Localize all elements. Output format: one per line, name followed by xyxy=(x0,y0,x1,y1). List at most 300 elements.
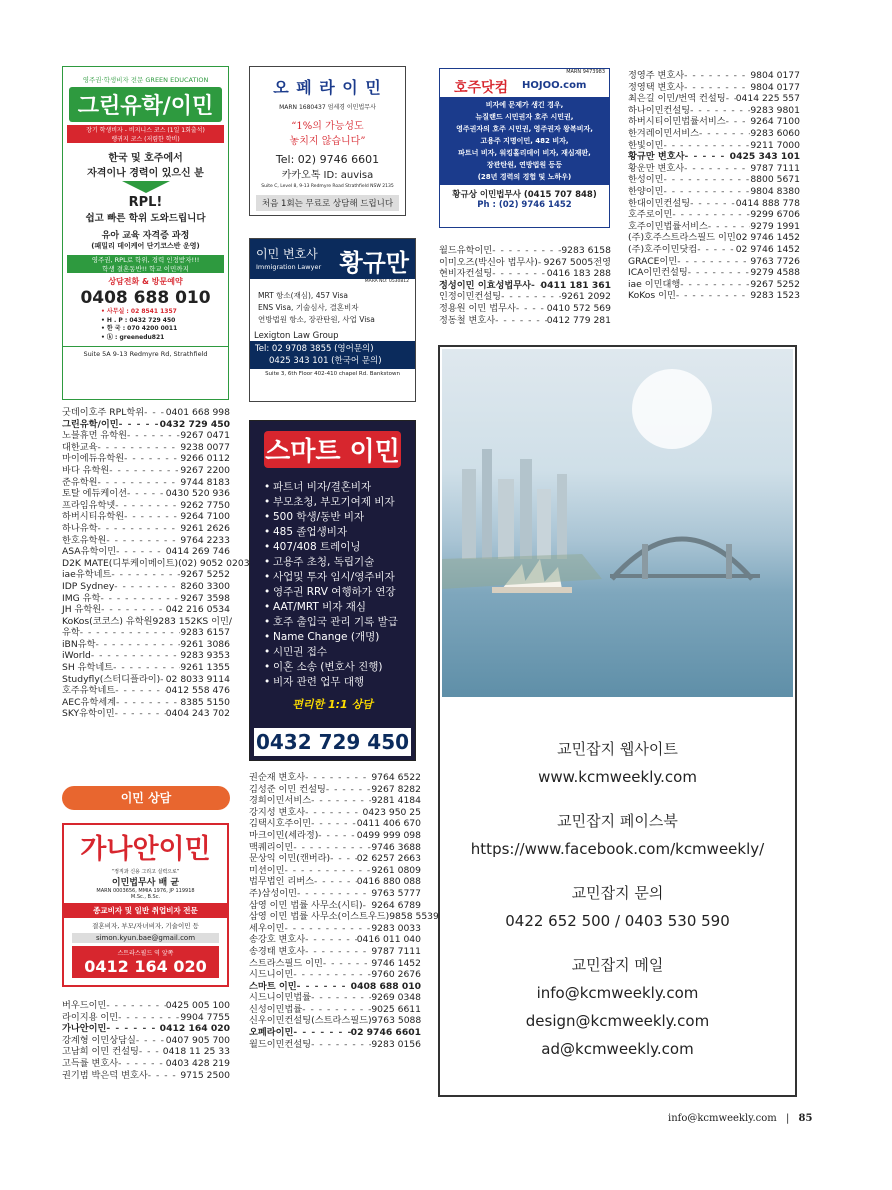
list-item xyxy=(249,888,421,900)
list-item-phone: 9279 4588 xyxy=(750,267,800,279)
list-item-phone: 0414 269 746 xyxy=(165,546,230,558)
list-item xyxy=(62,453,230,465)
list-item-phone: 0418 11 25 33 xyxy=(162,1046,230,1058)
list-item-name: 시드니이민법률 xyxy=(249,992,312,1004)
list-item-phone: 9764 2233 xyxy=(180,534,230,546)
ad-line: 장기 학생비자 - 비지니스 코스 (1일 1회출석) xyxy=(67,125,224,134)
list-item xyxy=(249,946,421,958)
list-item-name: 권기범 박은덕 변호사 xyxy=(62,1069,148,1081)
service-list xyxy=(264,480,415,690)
list-item-phone: 9267 0471 xyxy=(180,430,230,442)
leader-dots xyxy=(100,593,180,605)
list-item-name: 바다 유학원 xyxy=(62,464,110,476)
service-item: • 사업및 투자 임시/영주비자 xyxy=(264,571,395,583)
leader-dots xyxy=(114,581,180,593)
ad-line: (28년 경력의 경험 및 노하우) xyxy=(477,173,572,181)
leader-dots xyxy=(98,442,181,454)
leader-dots xyxy=(293,969,371,981)
list-item-name: 시드니이민 xyxy=(249,969,294,981)
footer-email: info@kcmweekly.com xyxy=(668,1113,777,1124)
list-item-name: 송강호 변호사 xyxy=(249,934,306,946)
list-item-phone: 8800 5671 xyxy=(750,174,800,186)
ad-contact: • 사무실 : 02 8541 1357 xyxy=(101,308,177,315)
ad-phone: 0408 688 010 xyxy=(80,288,211,308)
list-item-phone: 9804 0177 xyxy=(750,70,800,81)
list-item-name: 하나이민컨설팅 xyxy=(628,104,691,116)
list-item-phone: 9763 5088 xyxy=(371,1015,422,1027)
list-item-phone: 0430 520 936 xyxy=(165,488,230,500)
list-item xyxy=(62,419,230,431)
email-ad[interactable]: ad@kcmweekly.com xyxy=(541,1040,694,1058)
leader-dots xyxy=(495,315,547,327)
list-item xyxy=(62,500,230,512)
list-item-phone: 0411 181 361 xyxy=(540,279,611,291)
list-item-phone: 9283 9353 xyxy=(180,650,230,662)
harbour-illustration xyxy=(442,349,793,697)
ad-title: 가나안이민 xyxy=(80,834,211,865)
ad-line: 결혼비자, 부모/자녀비자, 기술이민 등 xyxy=(92,922,199,930)
list-item xyxy=(249,865,421,877)
list-item-phone: 0404 243 702 xyxy=(165,708,230,720)
list-item xyxy=(249,876,421,888)
leader-dots xyxy=(305,807,362,819)
list-item xyxy=(628,256,800,268)
list-item-phone: 9267 5005전영 xyxy=(543,256,611,268)
list-item xyxy=(249,795,421,807)
list-item xyxy=(628,82,800,94)
list-item xyxy=(249,911,439,923)
list-item xyxy=(62,1035,230,1047)
list-item xyxy=(62,604,230,616)
bullet-icon: • xyxy=(264,541,271,553)
list-item xyxy=(628,105,800,117)
ad-line: 고용주 지명이민, 482 비자, xyxy=(480,137,569,145)
ad-service: 연방법원 항소, 장관탄원, 사업 Visa xyxy=(258,315,375,324)
leader-dots xyxy=(311,795,371,807)
leader-dots xyxy=(113,662,180,674)
list-item-name: 현비자컨설팅 xyxy=(439,268,493,280)
list-item xyxy=(62,639,230,651)
list-item xyxy=(249,900,421,912)
leader-dots xyxy=(684,82,750,94)
bullet-icon: • xyxy=(264,481,271,493)
list-item-name: 굿데이호주 RPL학위 xyxy=(62,407,145,418)
ad-title: 그린유학/이민 xyxy=(69,87,222,122)
list-item-phone: 0407 905 700 xyxy=(165,1034,230,1046)
list-item-name: 준유학원 xyxy=(62,476,98,488)
list-item xyxy=(628,198,800,210)
leader-dots xyxy=(516,303,547,315)
list-item-name: 하나유학 xyxy=(62,522,98,534)
list-item xyxy=(628,116,800,128)
ad-line: 한국 및 호주에서 xyxy=(108,153,183,164)
list-item-phone: 9261 0809 xyxy=(371,864,421,876)
ad-address: Suite 5A 9-13 Redmyre Rd, Strathfield xyxy=(63,346,228,358)
list-item-phone: 02 6257 2663 xyxy=(356,853,421,865)
list-item-phone: 0425 005 100 xyxy=(165,1000,230,1011)
list-item xyxy=(249,853,421,865)
leader-dots xyxy=(106,1000,165,1012)
bullet-icon: • xyxy=(264,496,271,508)
list-item-phone: 9267 2200 xyxy=(180,464,230,476)
list-item-name: SH 유학네트 xyxy=(62,662,114,674)
list-item-name: 권순재 변호사 xyxy=(249,772,306,783)
list-item-name: iae 이민대행 xyxy=(628,278,681,290)
website-link[interactable]: www.kcmweekly.com xyxy=(538,768,697,786)
list-item xyxy=(249,934,421,946)
list-item-phone: 042 216 0534 xyxy=(165,604,230,616)
leader-dots xyxy=(726,116,751,128)
list-item xyxy=(62,1012,230,1024)
list-item-name: 프라임유학넷 xyxy=(62,499,116,511)
list-item-name: 정영택 변호사 xyxy=(628,81,685,93)
list-item-name: SKY유학이민 xyxy=(62,708,115,720)
ad-tel: Tel: 02 9708 3855 (영어문의) xyxy=(255,344,374,354)
list-item-name: 맥퀘리이민 xyxy=(249,841,294,853)
leader-dots xyxy=(127,488,166,500)
ad-tel: 0425 343 101 (한국어 문의) xyxy=(269,356,382,366)
ad-line: 영주권자의 호주 시민권, 영주권자 왕복비자, xyxy=(456,125,593,133)
list-item-name: 김성준 이민 컨설팅 xyxy=(249,783,326,795)
list-item-name: D2K MATE(디투케이메이트) xyxy=(62,557,179,569)
list-item xyxy=(62,407,230,419)
ad-free-note: 처음 1회는 무료로 상담해 드립니다 xyxy=(256,195,399,211)
list-item xyxy=(62,708,230,720)
list-item-name: 스트라스필드 이민 xyxy=(249,957,323,969)
list-item-phone: 9283 0156 xyxy=(371,1038,421,1050)
leader-dots xyxy=(531,280,541,292)
ad-name: 황규만 xyxy=(339,249,409,277)
leader-dots xyxy=(318,830,356,842)
list-item-phone: (02) 9052 0203 xyxy=(178,557,250,569)
leader-dots xyxy=(98,477,181,489)
bullet-icon: • xyxy=(264,511,271,523)
list-item-phone: 0416 011 040 xyxy=(356,934,421,946)
ad-office: 스트라스필드 역 앞쪽 xyxy=(117,950,174,957)
list-item-name: 문상익 이민(캔버라) xyxy=(249,853,331,865)
list-item-phone: 0411 406 670 xyxy=(356,818,421,830)
footer-separator: | xyxy=(785,1113,790,1124)
list-item-name: IDP Sydney xyxy=(62,580,115,592)
list-item-phone: 9261 1355 xyxy=(180,662,230,674)
service-item: • 고용주 초청, 독립기술 xyxy=(264,556,375,568)
bullet-icon: • xyxy=(264,586,271,598)
service-item: • 비자 관련 업무 대행 xyxy=(264,676,365,688)
ad-contact: • H . P : 0432 729 450 xyxy=(101,316,176,324)
list-item-name: ICA이민컨설팅 xyxy=(628,267,688,279)
list-item-phone: 9283 6158 xyxy=(561,245,611,256)
list-item xyxy=(628,209,800,221)
list-item-phone: 9787 7111 xyxy=(750,162,800,174)
list-item-name: KoKos 이민 xyxy=(628,290,676,302)
list-item-phone: 9262 7750 xyxy=(180,499,230,511)
list-item-name: 김택시호주이민 xyxy=(249,818,312,830)
service-item: • 호주 출입국 관리 기록 발급 xyxy=(264,616,398,628)
list-item xyxy=(62,581,230,593)
list-item-phone: 9763 5777 xyxy=(371,887,421,899)
ad-line: 장관탄원, 연방법원 등등 xyxy=(486,161,563,169)
leader-dots xyxy=(285,923,372,935)
list-item-name: 그린유학/이민 xyxy=(62,418,119,430)
ad-canaan-immigration xyxy=(62,823,229,987)
leader-dots xyxy=(302,1004,371,1016)
list-item-name: 황규만 변호사 xyxy=(628,151,685,163)
list-item-name: 고남희 이민 컨설팅 xyxy=(62,1046,139,1058)
list-item-name: ASA유학이민 xyxy=(62,546,117,558)
service-item: • 407/408 트레이닝 xyxy=(264,541,361,553)
list-item xyxy=(439,315,611,327)
leader-dots xyxy=(672,209,750,221)
arrow-down-icon xyxy=(122,181,170,193)
list-item-phone: 9279 1991 xyxy=(750,220,800,232)
ad-phone: 0412 164 020 xyxy=(84,957,207,976)
list-item-phone: 9763 7726 xyxy=(750,255,800,267)
list-item-phone: 9746 1452 xyxy=(371,957,421,969)
list-item xyxy=(62,685,230,697)
list-item-name: 송경태 변호사 xyxy=(249,945,306,957)
list-item-phone: 9266 0112 xyxy=(180,453,230,465)
list-item xyxy=(628,221,800,233)
list-item-phone: 9904 7755 xyxy=(180,1011,230,1023)
bullet-icon: • xyxy=(264,661,271,673)
list-item-phone: 9269 0348 xyxy=(371,992,421,1004)
section-pill: 이민 상담 xyxy=(62,786,230,810)
list-item-phone: 0416 880 088 xyxy=(356,876,421,888)
leader-dots xyxy=(305,772,371,784)
ad-line: 유아 교육 자격증 과정 xyxy=(101,231,190,241)
list-item xyxy=(249,1004,421,1016)
ad-line: M.Sc., B.Sc. xyxy=(130,894,161,900)
list-item xyxy=(62,546,230,558)
list-item-phone: 0425 343 101 xyxy=(729,151,800,163)
service-item: • 시민권 접수 xyxy=(264,646,328,658)
list-item-phone: 0412 779 281 xyxy=(546,314,611,326)
list-item-name: IMG 유학 xyxy=(62,592,101,604)
list-item-name: 노블휴먼 유학원 xyxy=(62,430,128,442)
list-item xyxy=(62,477,230,489)
list-item xyxy=(249,1015,421,1027)
leader-dots xyxy=(688,267,751,279)
service-item: • 485 졸업생비자 xyxy=(264,526,348,538)
list-item-phone: 0412 558 476 xyxy=(165,685,230,697)
list-item xyxy=(62,465,230,477)
leader-dots xyxy=(127,430,180,442)
inquiry-phone: 0422 652 500 / 0403 530 590 xyxy=(505,912,730,930)
list-item xyxy=(62,488,230,500)
ad-phone: 0432 729 450 xyxy=(255,730,410,754)
list-item xyxy=(628,267,800,279)
ad-address: Suite C, Level 8, 9-13 Redmyre Road Strathfield NSW 2135 xyxy=(261,184,394,189)
ad-line: 쉽고 빠른 학위 도와드립니다 xyxy=(85,213,206,224)
bullet-icon: • xyxy=(264,631,271,643)
leader-dots xyxy=(144,407,166,419)
list-item xyxy=(628,140,800,152)
leader-dots xyxy=(314,876,357,888)
list-item-phone: 9804 8380 xyxy=(750,185,800,197)
list-item-name: iWorld xyxy=(62,650,91,662)
info-box xyxy=(438,345,797,1097)
list-item-name: 황운만 변호사 xyxy=(628,162,685,174)
list-item-phone: 9283 0033 xyxy=(371,922,421,934)
bullet-icon: • xyxy=(264,616,271,628)
list-item-name: 정동철 변호사 xyxy=(439,314,496,326)
leader-dots xyxy=(326,784,371,796)
leader-dots xyxy=(699,128,750,140)
list-item-name: 강계형 이민상담실 xyxy=(62,1034,136,1046)
list-item-name: 정영주 변호사 xyxy=(628,70,685,81)
leader-dots xyxy=(148,1070,181,1082)
list-item-phone: 9267 3598 xyxy=(180,592,230,604)
list-item-name: JH 유학원 xyxy=(62,604,102,616)
list-item-phone: 9264 7100 xyxy=(750,116,800,128)
list-item-name: 버우드이민 xyxy=(62,1000,107,1011)
list-item-phone: 0416 183 288 xyxy=(546,268,611,280)
list-item xyxy=(628,174,800,186)
list-item xyxy=(62,1023,230,1035)
bullet-icon: • xyxy=(264,571,271,583)
email-heading: 교민잡지 메일 xyxy=(571,956,664,974)
ad-hwang-lawyer xyxy=(249,238,416,402)
list-item-name: 한겨레이민서비스 xyxy=(628,127,700,139)
leader-dots xyxy=(80,627,181,639)
inquiry-heading: 교민잡지 문의 xyxy=(571,884,664,902)
ad-title: 스마트 이민 xyxy=(264,431,401,468)
leader-dots xyxy=(91,650,180,662)
list-item xyxy=(628,232,800,244)
list-item-phone: 9283 6157 xyxy=(180,627,230,639)
list-item-phone: 9787 7111 xyxy=(371,945,421,957)
sydney-harbour-photo xyxy=(442,349,793,697)
ad-line: MARN 0003656, MMIA 1976, JP 119918 xyxy=(96,888,195,894)
ad-line: “정직과 신용 그리고 실력으로” xyxy=(111,869,180,875)
list-item-phone: 9858 5539 xyxy=(389,911,439,923)
list-item-name: 고득률 변호사 xyxy=(62,1057,119,1069)
ad-line: 비자에 문제가 생긴 경우, xyxy=(485,101,564,109)
list-item xyxy=(62,569,230,581)
list-item-name: 마크이민(세라정) xyxy=(249,829,319,841)
list-item-name: 한대이민컨설팅 xyxy=(628,197,691,209)
ad-brand-en: HOJOO.com xyxy=(522,80,587,91)
email-design[interactable]: design@kcmweekly.com xyxy=(525,1012,710,1030)
leader-dots xyxy=(115,708,166,720)
directory-list-immigration-left xyxy=(62,1000,230,1081)
list-item-name: 한양이민 xyxy=(628,185,664,197)
leader-dots xyxy=(305,934,357,946)
list-item xyxy=(439,280,611,292)
leader-dots xyxy=(311,992,371,1004)
ad-phone: Ph : (02) 9746 1452 xyxy=(477,200,572,210)
ad-title: 이민 변호사 xyxy=(256,247,318,261)
list-item-name: 하버시티이민법률서비스 xyxy=(628,116,726,128)
leader-dots xyxy=(119,419,160,431)
list-item-name: 정성이민 이효성법무사 xyxy=(439,279,531,291)
leader-dots xyxy=(664,140,751,152)
list-item xyxy=(62,593,230,605)
list-item xyxy=(249,830,421,842)
list-item xyxy=(628,186,800,198)
service-item: • AAT/MRT 비자 재심 xyxy=(264,601,367,613)
directory-list-education xyxy=(62,407,250,720)
facebook-link[interactable]: https://www.facebook.com/kcmweekly/ xyxy=(470,840,765,858)
list-item-phone: 9261 2092 xyxy=(561,291,611,303)
ad-line: 랭귀지 코스 (저렴한 학비) xyxy=(67,134,224,143)
leader-dots xyxy=(118,1058,166,1070)
leader-dots xyxy=(677,256,750,268)
email-info[interactable]: info@kcmweekly.com xyxy=(536,984,699,1002)
list-item-phone: 0423 950 25 xyxy=(362,806,421,818)
list-item xyxy=(249,772,421,784)
list-item-phone: 8385 5150 xyxy=(180,696,230,708)
leader-dots xyxy=(305,946,371,958)
list-item-name: 유학 xyxy=(62,627,80,639)
list-item xyxy=(249,969,421,981)
leader-dots xyxy=(98,523,181,535)
service-item: • Name Change (개명) xyxy=(264,631,380,643)
list-item-name: 인정이민컨설팅 xyxy=(439,291,502,303)
list-item-phone: 8260 3300 xyxy=(180,580,230,592)
list-item-name: (주)호주스트라스필드 이민 xyxy=(628,232,736,244)
footer xyxy=(668,1113,812,1124)
list-item-phone: 9261 3086 xyxy=(180,638,230,650)
list-item-name: 한호유학원 xyxy=(62,534,107,546)
list-item-name: 경희이민서비스 xyxy=(249,795,312,807)
leader-dots xyxy=(684,151,729,163)
leader-dots xyxy=(101,604,166,616)
list-item-name: 미션이민 xyxy=(249,864,285,876)
list-item xyxy=(62,650,230,662)
leader-dots xyxy=(690,198,736,210)
ad-title: 오 페 라 이 민 xyxy=(273,78,382,97)
ad-subtitle: Immigration Lawyer xyxy=(256,263,322,271)
list-item xyxy=(62,1046,230,1058)
leader-dots xyxy=(124,453,180,465)
ad-line: 파트너 비자, 워킹홀리데이 비자, 재심재판, xyxy=(458,149,591,157)
list-item xyxy=(439,291,611,303)
list-item xyxy=(628,244,800,256)
list-item xyxy=(62,1070,230,1082)
list-item-name: 신우이민컨설팅(스트라스필드) xyxy=(249,1015,372,1027)
list-item-phone: 0401 668 998 xyxy=(165,407,230,418)
list-item-name: 법무법인 리버스 xyxy=(249,876,315,888)
ad-name: 황규상 이민법무사 (0415 707 848) xyxy=(452,190,597,200)
list-item xyxy=(249,818,421,830)
service-item: • 부모초청, 부모기여제 비자 xyxy=(264,496,395,508)
list-item-name: AEC유학세계 xyxy=(62,696,117,708)
list-item xyxy=(628,151,800,163)
page-number: 85 xyxy=(798,1113,813,1124)
list-item-name: 호주이민법률서비스 xyxy=(628,220,708,232)
list-item-name: 신성이민법률 xyxy=(249,1003,303,1015)
list-item xyxy=(249,923,421,935)
list-item-name: 호주유학네트 xyxy=(62,685,116,697)
list-item-phone: 0432 729 450 xyxy=(159,418,230,430)
list-item-name: (주)호주이민닷컴 xyxy=(628,243,698,255)
list-item xyxy=(62,557,250,570)
ad-kakao: 카카오톡 ID: auvisa xyxy=(281,170,374,181)
leader-dots xyxy=(676,290,750,302)
leader-dots xyxy=(136,1035,166,1047)
list-item-phone: 9744 8183 xyxy=(180,476,230,488)
list-item-name: 강지성 변호사 xyxy=(249,806,306,818)
ad-marn: MARN 9473983 xyxy=(566,69,605,75)
bullet-icon: • xyxy=(264,646,271,658)
list-item-phone: 0412 164 020 xyxy=(159,1023,230,1035)
leader-dots xyxy=(116,697,180,709)
list-item-name: 스마트 이민 xyxy=(249,980,297,992)
list-item-name: 토탈 에듀케이션 xyxy=(62,488,128,500)
bullet-icon: • xyxy=(264,676,271,688)
list-item-phone: 0499 999 098 xyxy=(356,829,421,841)
